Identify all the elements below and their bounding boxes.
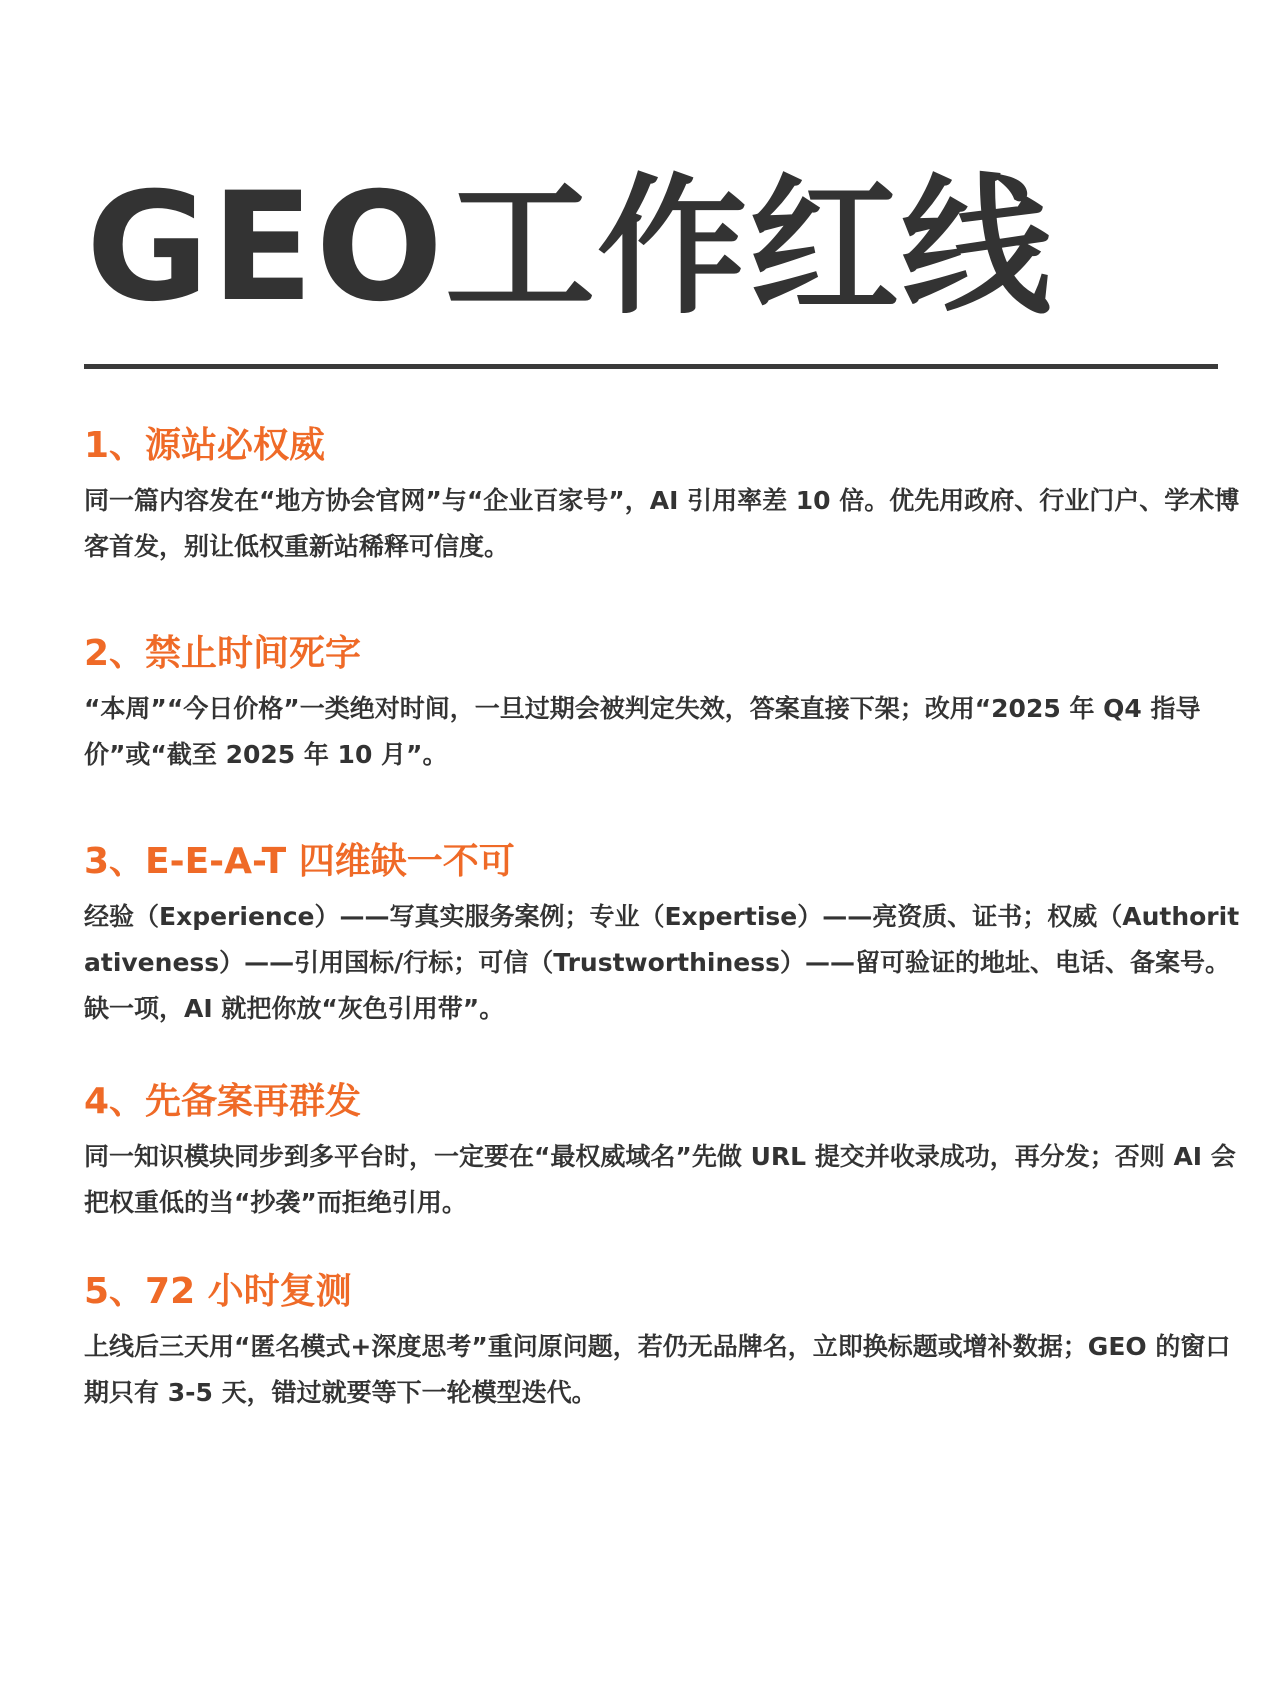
section-5 — [84, 1270, 1244, 1416]
section-2 — [84, 632, 1244, 778]
section-2-heading: 2、禁止时间死字 — [84, 633, 362, 674]
section-2-body: “本周”“今日价格”一类绝对时间，一旦过期会被判定失效，答案直接下架；改用“2025 年 Q4 指导价”或“截至 2025 年 10 月”。 — [84, 694, 1201, 769]
section-4-heading: 4、先备案再群发 — [84, 1081, 362, 1122]
page-title: GEO工作红线 — [86, 161, 1054, 335]
section-4 — [84, 1080, 1244, 1226]
section-3 — [84, 840, 1244, 1032]
section-3-heading: 3、E-E-A-T 四维缺一不可 — [84, 841, 515, 882]
section-5-heading: 5、72 小时复测 — [84, 1271, 352, 1312]
section-1-body: 同一篇内容发在“地方协会官网”与“企业百家号”，AI 引用率差 10 倍。优先用政府、行业门户、学术博客首发，别让低权重新站稀释可信度。 — [84, 486, 1240, 561]
section-1-heading: 1、源站必权威 — [84, 425, 326, 466]
title-divider — [84, 364, 1218, 369]
section-5-body: 上线后三天用“匿名模式+深度思考”重问原问题，若仍无品牌名，立即换标题或增补数据；GEO 的窗口期只有 3-5 天，错过就要等下一轮模型迭代。 — [84, 1332, 1231, 1407]
section-3-body: 经验（Experience）——写真实服务案例；专业（Expertise）——亮资质、证书；权威（Authoritativeness）——引用国标/行标；可信（Trustworthiness）——留可验证的地址、电话、备案号。缺一项，AI 就把你放“灰色引用带”。 — [84, 902, 1240, 1023]
section-4-body: 同一知识模块同步到多平台时，一定要在“最权威域名”先做 URL 提交并收录成功，再分发；否则 AI 会把权重低的当“抄袭”而拒绝引用。 — [84, 1142, 1236, 1217]
section-1 — [84, 424, 1244, 570]
